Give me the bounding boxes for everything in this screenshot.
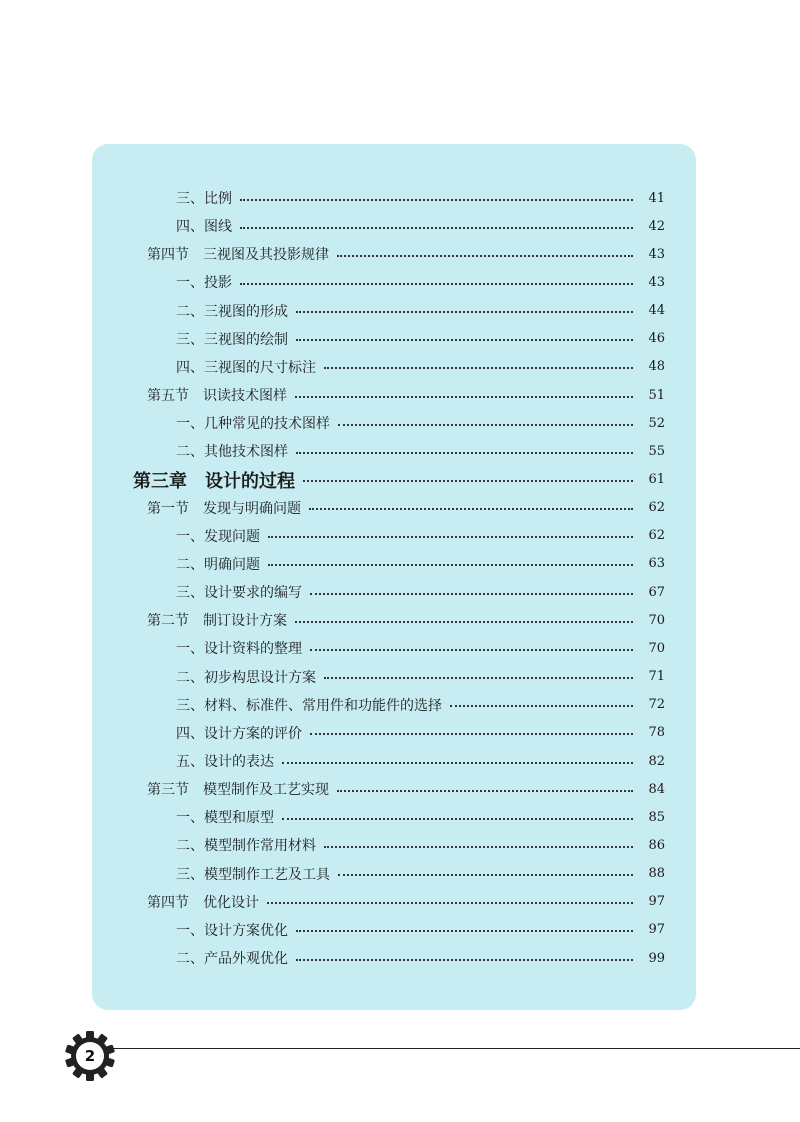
- toc-item-entry: [92, 353, 696, 381]
- toc-entry-page: 41: [648, 190, 665, 206]
- toc-item-entry: [92, 916, 696, 944]
- toc-dot-leader: [296, 930, 633, 932]
- toc-entry-page: 46: [648, 331, 665, 347]
- toc-dot-leader: [324, 677, 633, 679]
- toc-entry-page: 63: [648, 556, 665, 572]
- toc-item-entry: [92, 297, 696, 325]
- toc-entry-label: 四、三视图的尺寸标注: [176, 359, 316, 376]
- toc-entry-page: 99: [648, 950, 665, 966]
- toc-item-entry: [92, 747, 696, 775]
- toc-chapter-entry: [92, 466, 696, 494]
- toc-entry-label: 三、设计要求的编写: [176, 585, 302, 602]
- toc-item-entry: [92, 691, 696, 719]
- toc-dot-leader: [282, 762, 633, 764]
- toc-section-entry: [92, 606, 696, 634]
- toc-entry-page: 97: [648, 922, 665, 938]
- toc-entry-label: 一、设计资料的整理: [176, 641, 302, 658]
- toc-item-entry: [92, 325, 696, 353]
- toc-dot-leader: [338, 874, 633, 876]
- toc-dot-leader: [324, 367, 633, 369]
- toc-item-entry: [92, 803, 696, 831]
- toc-section-entry: [92, 888, 696, 916]
- toc-dot-leader: [303, 480, 633, 482]
- toc-dot-leader: [296, 452, 633, 454]
- toc-section-entry: [92, 775, 696, 803]
- toc-entry-label: 三、材料、标准件、常用件和功能件的选择: [176, 697, 442, 714]
- toc-entry-label: 三、三视图的绘制: [176, 331, 288, 348]
- toc-section-entry: [92, 240, 696, 268]
- toc-entry-label: 二、模型制作常用材料: [176, 838, 316, 855]
- toc-dot-leader: [296, 311, 633, 313]
- toc-entry-label: 二、三视图的形成: [176, 303, 288, 320]
- toc-entry-page: 78: [648, 725, 665, 741]
- toc-entry-page: 97: [648, 894, 665, 910]
- toc-dot-leader: [338, 424, 633, 426]
- toc-entry-page: 48: [648, 359, 665, 375]
- toc-dot-leader: [296, 339, 633, 341]
- toc-item-entry: [92, 719, 696, 747]
- toc-entry-label: 四、设计方案的评价: [176, 725, 302, 742]
- toc-item-entry: [92, 550, 696, 578]
- toc-dot-leader: [240, 227, 633, 229]
- toc-entry-label: 一、发现问题: [176, 528, 260, 545]
- toc-entry-label: 二、初步构思设计方案: [176, 669, 316, 686]
- toc-item-entry: [92, 184, 696, 212]
- toc-entry-page: 85: [648, 809, 665, 825]
- toc-entry-page: 55: [648, 443, 665, 459]
- toc-entry-page: 70: [648, 612, 665, 628]
- toc-entry-page: 43: [648, 246, 665, 262]
- toc-entry-label: 第五节 识读技术图样: [147, 388, 287, 405]
- toc-dot-leader: [268, 564, 633, 566]
- toc-entry-label: 一、几种常见的技术图样: [176, 416, 330, 433]
- toc-dot-leader: [310, 593, 633, 595]
- toc-dot-leader: [310, 733, 633, 735]
- toc-entry-label: 二、其他技术图样: [176, 444, 288, 461]
- toc-entry-label: 第四节 三视图及其投影规律: [147, 247, 329, 264]
- toc-item-entry: [92, 860, 696, 888]
- toc-section-entry: [92, 494, 696, 522]
- toc-item-entry: [92, 578, 696, 606]
- toc-entry-label: 一、投影: [176, 275, 232, 292]
- toc-entry-label: 四、图线: [176, 219, 232, 236]
- toc-entry-page: 84: [648, 781, 665, 797]
- toc-entry-page: 61: [648, 472, 665, 487]
- toc-entry-page: 86: [648, 837, 665, 853]
- toc-panel: [92, 144, 696, 1010]
- toc-entry-page: 82: [648, 753, 665, 769]
- toc-dot-leader: [324, 846, 633, 848]
- toc-dot-leader: [268, 536, 633, 538]
- toc-dot-leader: [240, 199, 633, 201]
- toc-dot-leader: [309, 508, 633, 510]
- toc-item-entry: [92, 944, 696, 972]
- toc-dot-leader: [295, 396, 633, 398]
- toc-entry-label: 二、明确问题: [176, 556, 260, 573]
- toc-entry-page: 72: [648, 697, 665, 713]
- toc-entry-label: 第二节 制订设计方案: [147, 613, 287, 630]
- toc-entry-label: 一、设计方案优化: [176, 922, 288, 939]
- toc-dot-leader: [267, 902, 633, 904]
- toc-dot-leader: [450, 705, 633, 707]
- toc-item-entry: [92, 663, 696, 691]
- toc-entry-page: 51: [648, 387, 665, 403]
- toc-section-entry: [92, 381, 696, 409]
- toc-entry-page: 43: [648, 274, 665, 290]
- toc-dot-leader: [282, 818, 633, 820]
- toc-entry-label: 第三节 模型制作及工艺实现: [147, 782, 329, 799]
- toc-entry-page: 42: [648, 218, 665, 234]
- toc-entry-label: 第三章 设计的过程: [133, 470, 295, 492]
- toc-entry-page: 52: [648, 415, 665, 431]
- toc-entry-page: 62: [648, 528, 665, 544]
- toc-entry-label: 三、模型制作工艺及工具: [176, 866, 330, 883]
- toc-entry-page: 62: [648, 500, 665, 516]
- toc-entry-label: 一、模型和原型: [176, 810, 274, 827]
- toc-entry-page: 70: [648, 640, 665, 656]
- toc-entry-label: 三、比例: [176, 191, 232, 207]
- toc-entry-label: 二、产品外观优化: [176, 951, 288, 968]
- toc-item-entry: [92, 437, 696, 465]
- toc-dot-leader: [337, 790, 633, 792]
- toc-entry-label: 第四节 优化设计: [147, 894, 259, 911]
- toc-item-entry: [92, 634, 696, 662]
- toc-entry-label: 第一节 发现与明确问题: [147, 500, 301, 517]
- toc-entry-page: 44: [648, 303, 665, 319]
- toc-item-entry: [92, 409, 696, 437]
- toc-entry-page: 71: [648, 669, 665, 685]
- toc-entry-page: 88: [648, 866, 665, 882]
- toc-entry-label: 五、设计的表达: [176, 754, 274, 770]
- toc-item-entry: [92, 212, 696, 240]
- toc-dot-leader: [240, 283, 633, 285]
- toc-dot-leader: [296, 959, 633, 961]
- toc-item-entry: [92, 522, 696, 550]
- toc-dot-leader: [337, 255, 633, 257]
- toc-dot-leader: [310, 649, 633, 651]
- toc-item-entry: [92, 268, 696, 296]
- toc-entry-page: 67: [648, 584, 665, 600]
- toc-item-entry: [92, 831, 696, 859]
- page-number: 2: [84, 1047, 96, 1065]
- footer-rule: [90, 1048, 800, 1049]
- toc-dot-leader: [295, 621, 633, 623]
